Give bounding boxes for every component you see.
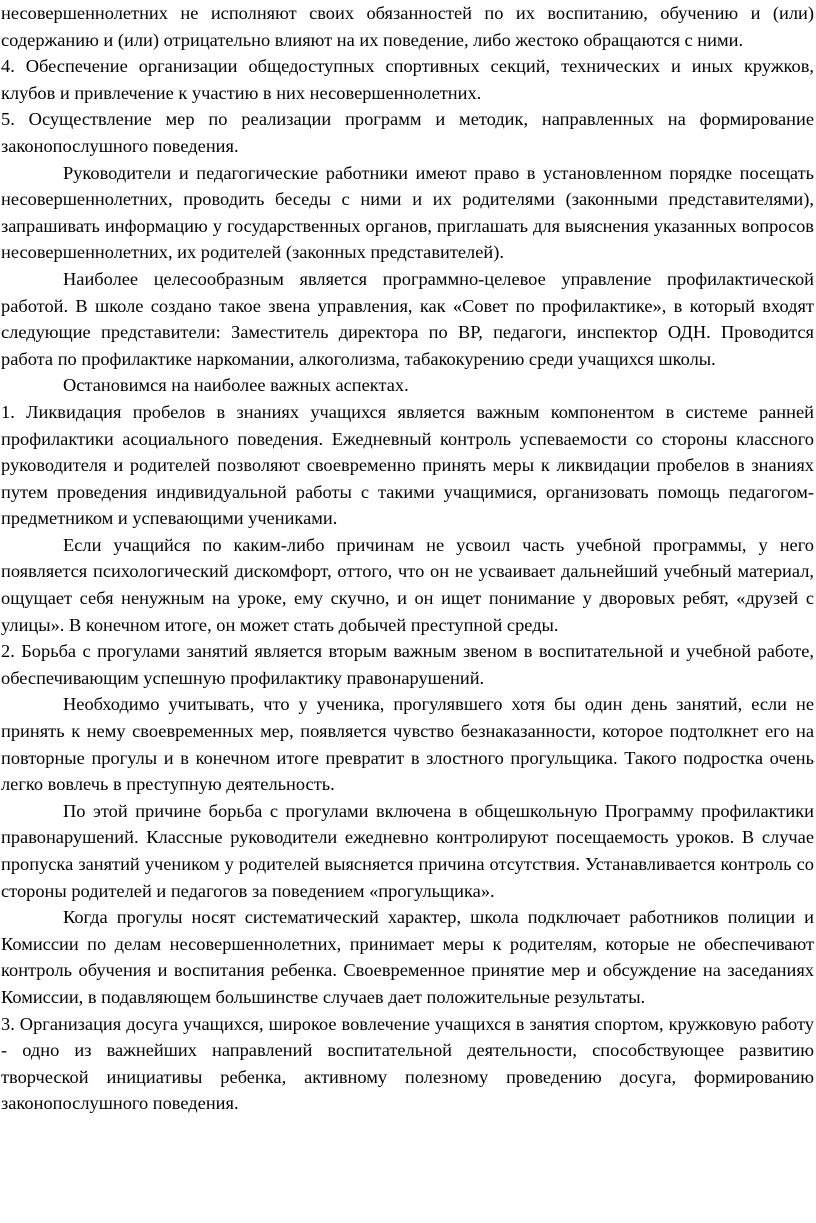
paragraph-important-aspects: Остановимся на наиболее важных аспектах.: [63, 375, 409, 396]
paragraph-item-5-programs: 5. Осуществление мер по реализации программ и методик, направленных на формирование законопослушного поведения.: [1, 109, 814, 156]
paragraph-program-management: Наиболее целесообразным является программно-целевое управление профилактической работой. В школе создано такое звена управления, как «Совет по профилактике», в который входят следующие представители: Заместитель директора по ВР, педагоги, инспектор ОДН. Проводится работа по профилактике наркомании, алкоголизма, табакокурению среди учащихся школы.: [1, 268, 814, 369]
paragraph-systematic-truancy: Когда прогулы носят систематический характер, школа подключает работников полиции и Комиссии по делам несовершеннолетних, принимает меры к родителям, которые не обеспечивают контроль обучения и воспитания ребенка. Своевременное принятие мер и обсуждение на заседаниях Комиссии, в подавляющем большинстве случаев дает положительные результаты.: [1, 907, 814, 1007]
paragraph-prevention-program: По этой причине борьба с прогулами включена в общешкольную Программу профилактики правонарушений. Классные руководители ежедневно контролируют посещаемость уроков. В случае пропуска занятий учеником у родителей выясняется причина отсутствия. Устанавливается контроль со стороны родителей и педагогов за поведением «прогульщика».: [1, 800, 814, 901]
paragraph-guardians-obligations: несовершеннолетних не исполняют своих обязанностей по их воспитанию, обучению и (или) содержанию и (или) отрицательно влияют на их поведение, либо жестоко обращаются с ними.: [1, 3, 814, 50]
paragraph-item-4-sports-sections: 4. Обеспечение организации общедоступных спортивных секций, технических и иных кружков, клубов и привлечение к участию в них несовершеннолетних.: [1, 56, 814, 103]
paragraph-psychological-discomfort: Если учащийся по каким-либо причинам не усвоил часть учебной программы, у него появляется психологический дискомфорт, оттого, что он не усваивает дальнейший учебный материал, ощущает себя ненужным на уроке, ему скучно, и он ищет понимание у дворовых ребят, «друзей с улицы». В конечном итоге, он может стать добычей преступной среды.: [1, 534, 814, 635]
paragraph-item-3-leisure: 3. Организация досуга учащихся, широкое вовлечение учащихся в занятия спортом, кружковую работу - одно из важнейших направлений воспитательной деятельности, способствующее развитию творческой инициативы ребенка, активному полезному проведению досуга, формированию законопослушного поведения.: [1, 1013, 814, 1114]
paragraph-impunity: Необходимо учитывать, что у ученика, прогулявшего хотя бы один день занятий, если не принять к нему своевременных мер, появляется чувство безнаказанности, которое подтолкнет его на повторные прогулы и в конечном итоге превратит в злостного прогульщика. Такого подростка очень легко вовлечь в преступную деятельность.: [1, 694, 814, 795]
paragraph-leaders-rights: Руководители и педагогические работники имеют право в установленном порядке посещать несовершеннолетних, проводить беседы с ними и их родителями (законными представителями), запрашивать информацию у государственных органов, приглашать для выяснения указанных вопросов несовершеннолетних, их родителей (законных представителей).: [1, 162, 814, 263]
paragraph-item-1-knowledge-gaps: 1. Ликвидация пробелов в знаниях учащихся является важным компонентом в системе ранней профилактики асоциального поведения. Ежедневный контроль успеваемости со стороны классного руководителя и родителей позволяют своевременно принять меры к ликвидации пробелов в знаниях путем проведения индивидуальной работы с такими учащимися, организовать помощь педагогом-предметником и успевающими учениками.: [1, 401, 814, 529]
paragraph-item-2-truancy: 2. Борьба с прогулами занятий является вторым важным звеном в воспитательной и учебной работе, обеспечивающим успешную профилактику правонарушений.: [1, 641, 814, 688]
